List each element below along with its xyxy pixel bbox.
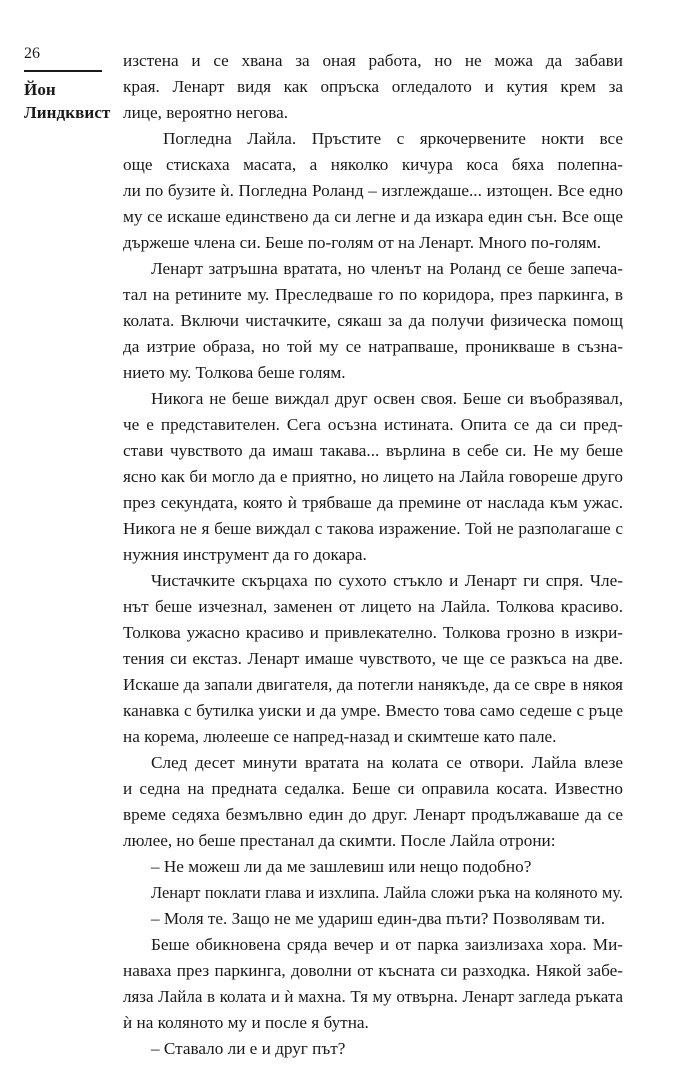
text-line: лице, вероятно негова.	[123, 103, 289, 122]
text-line: време седяха безмълвно един до друг. Ленарт продължаваше да се	[123, 805, 623, 824]
page-number: 26	[24, 45, 40, 62]
text-line: през секундата, която ѝ трябваше да премине от наслада към ужас.	[123, 493, 623, 512]
text-line: След десет минути вратата на колата се отвори. Лайла влезе	[151, 753, 623, 772]
text-line: на корема, люлееше се напред-назад и скимтеше като пале.	[123, 727, 557, 746]
text-line: ясно как би могло да е приятно, но лицето на Лайла говореше друго	[123, 467, 623, 486]
text-line: канавка с бутилка уиски и да умре. Вместо това само седеше с ръце	[123, 701, 623, 720]
text-line: Беше обикновена сряда вечер и от парка заизлизаха хора. Ми-	[151, 935, 623, 954]
text-line: Погледна Лайла. Пръстите с яркочервените нокти все	[163, 129, 623, 148]
text-line: че е представителен. Сега осъзна истината. Опита се да си пред-	[123, 415, 623, 434]
text-line: държеше члена си. Беше по-голям от на Ленарт. Много по-голям.	[123, 233, 602, 252]
text-line: Никога не я беше виждал с такова изражение. Той не разполагаше с	[123, 519, 623, 538]
text-line: нужния инструмент да го докара.	[123, 545, 367, 564]
text-line: – Ставало ли е и друг път?	[151, 1039, 346, 1058]
page-margin	[24, 44, 111, 124]
text-line: люлее, но беше престанал да скимти. После Лайла отрони:	[123, 831, 556, 850]
text-line: наваха през паркинга, доволни от късната си разходка. Някой забе-	[123, 961, 623, 980]
body-text	[123, 48, 623, 1062]
text-line: Ленарт поклати глава и изхлипа. Лайла сложи ръка на коляното му.	[151, 883, 623, 902]
text-line: колата. Включи чистачките, сякаш за да получи физическа помощ	[123, 311, 623, 330]
text-line: тал на ретините му. Преследваше го по коридора, през паркинга, в	[123, 285, 623, 304]
text-line: Ленарт затръшна вратата, но членът на Роланд се беше запеча-	[151, 259, 623, 278]
text-line: ѝ на коляното му и после я бутна.	[123, 1013, 369, 1032]
author-first-name: Йон	[24, 80, 56, 99]
text-line: Искаше да запали двигателя, да потегли нанякъде, да се свре в някоя	[123, 675, 623, 694]
text-line: – Не можеш ли да ме зашлевиш или нещо подобно?	[151, 857, 532, 876]
text-line: ли по бузите ѝ. Погледна Роланд – изглеждаше... изтощен. Все едно	[123, 181, 623, 200]
text-line: края. Ленарт видя как опръска огледалото и кутия крем за	[123, 77, 623, 96]
text-line: Толкова ужасно красиво и привлекателно. Толкова грозно в изкри-	[123, 623, 623, 642]
text-line: – Моля те. Защо не ме удариш един-два пъти? Позволявам ти.	[151, 909, 606, 928]
text-line: да изтрие образа, но той му се натрапваше, проникваше в съзна-	[123, 337, 623, 356]
text-line: тения си екстаз. Ленарт имаше чувството, че ще се разкъса на две.	[123, 649, 623, 668]
text-line: Чистачките скърцаха по сухото стъкло и Ленарт ги спря. Чле-	[151, 571, 623, 590]
text-line: стави чувството да имаш такава... върлина в себе си. Не му беше	[123, 441, 623, 460]
text-line: Никога не беше виждал друг освен своя. Беше си въобразявал,	[151, 389, 623, 408]
text-line: изстена и се хвана за оная работа, но не можа да забави	[123, 51, 623, 70]
text-line: нът беше изчезнал, заменен от лицето на Лайла. Толкова красиво.	[123, 597, 623, 616]
text-line: нието му. Толкова беше голям.	[123, 363, 346, 382]
author-last-name: Линдквист	[24, 103, 111, 122]
text-line: му се искаше единствено да си легне и да изкара един сън. Все още	[123, 207, 623, 226]
header-rule	[24, 70, 102, 72]
text-line: още стискаха масата, а няколко кичура коса бяха полепна-	[123, 155, 623, 174]
text-line: ляза Лайла в колата и ѝ махна. Тя му отвърна. Ленарт загледа ръката	[123, 987, 623, 1006]
text-line: и седна на предната седалка. Беше си оправила косата. Известно	[123, 779, 623, 798]
